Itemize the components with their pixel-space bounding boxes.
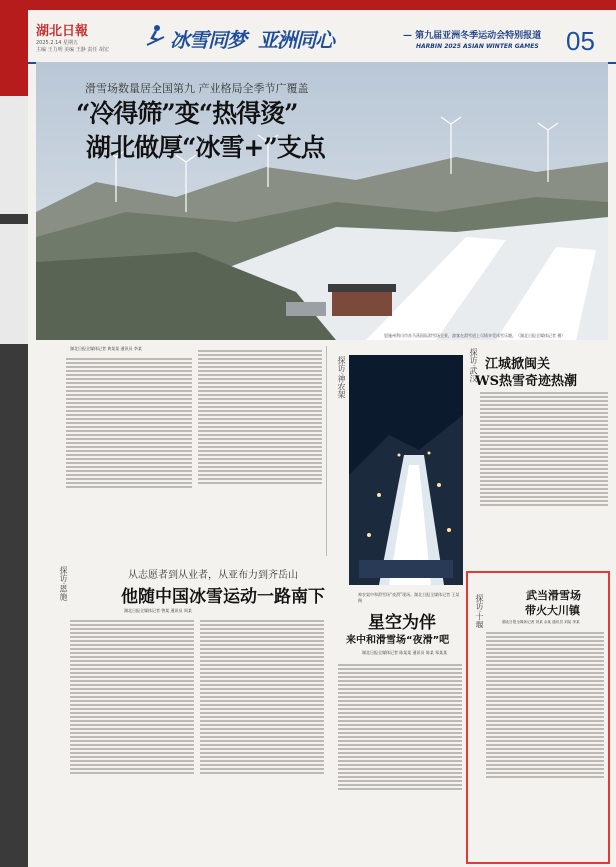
lead-headline-line1: “冷得筛”变“热得烫” (76, 99, 298, 128)
highlight-byline: 湖北日报全媒体记者 刘某 余某 通讯员 刘某 李某 (502, 620, 580, 624)
night-byline: 湖北日报全媒体记者 陈某某 通讯员 陈某 邹某某 (362, 650, 448, 655)
highlight-headline-line1: 武当滑雪场 (526, 589, 581, 602)
newspaper-logo: 湖北日報 (36, 24, 89, 39)
wuhan-headline-line2: WS热雪奇迹热潮 (475, 374, 577, 389)
newspaper-page (28, 10, 616, 867)
feature-byline: 湖北日报全媒体记者 曾某 通讯员 周某 (124, 608, 192, 613)
left-page-tab-lower (0, 224, 28, 344)
label-shiyan: 探访·十堰 (475, 594, 484, 629)
wuhan-body (480, 390, 608, 565)
skier-icon (142, 23, 168, 49)
label-shennongjia: 探访·神农架 (337, 356, 346, 399)
column-divider (326, 346, 327, 556)
feature-body-col2 (200, 618, 324, 858)
lead-byline: 湖北日报全媒体记者 黄某某 通讯员 李某 (70, 346, 142, 351)
lead-kicker: 滑雪场数量居全国第九 产业格局全季节广覆盖 (85, 82, 309, 95)
feature-kicker: 从志愿者到从业者，从亚布力到齐岳山 (128, 570, 298, 581)
night-photo-caption: 神农架中和滑雪场“夜滑”现场。湖北日报全媒体记者 王某 摄 (358, 592, 460, 603)
night-subhead: 来中和滑雪场“夜滑”吧 (346, 635, 450, 646)
masthead-info: 2025.2.14 星期五 主编 王力明 美编 王静 责任 胡宏 (36, 40, 109, 53)
night-headline: 星空为伴 (368, 613, 436, 633)
lead-headline-line2: 湖北做厚“冰雪+”支点 (86, 133, 325, 162)
masthead (28, 10, 616, 64)
feature-headline: 他随中国冰雪运动一路南下 (121, 587, 325, 607)
label-wuhan: 探访·武汉 (469, 348, 478, 383)
games-banner: 冰雪同梦 亚洲同心 (170, 28, 334, 52)
games-title-en: HARBIN 2025 ASIAN WINTER GAMES (416, 43, 539, 50)
lead-body-col1 (66, 356, 192, 556)
lead-body-col2 (198, 348, 322, 556)
games-title-cn: — 第九届亚洲冬季运动会特别报道 (403, 31, 542, 41)
highlight-body (486, 630, 604, 858)
left-page-tab-upper (0, 96, 28, 214)
page-number: 05 (566, 26, 595, 56)
wuhan-headline-line1: 江城掀闽关 (485, 357, 551, 372)
label-enshi: 探访·恩施 (59, 566, 68, 601)
highlight-headline-line2: 带火大川镇 (525, 604, 580, 617)
night-body (338, 662, 462, 858)
lead-photo-caption: 恩施州利川市苏马荡国际滑雪场全景，游客在滑雪道上尽情享受冰雪乐趣。（湖北日报全媒体记者 摄） (384, 333, 566, 338)
feature-body-col1 (70, 618, 194, 858)
night-skiing-photo (349, 355, 463, 585)
